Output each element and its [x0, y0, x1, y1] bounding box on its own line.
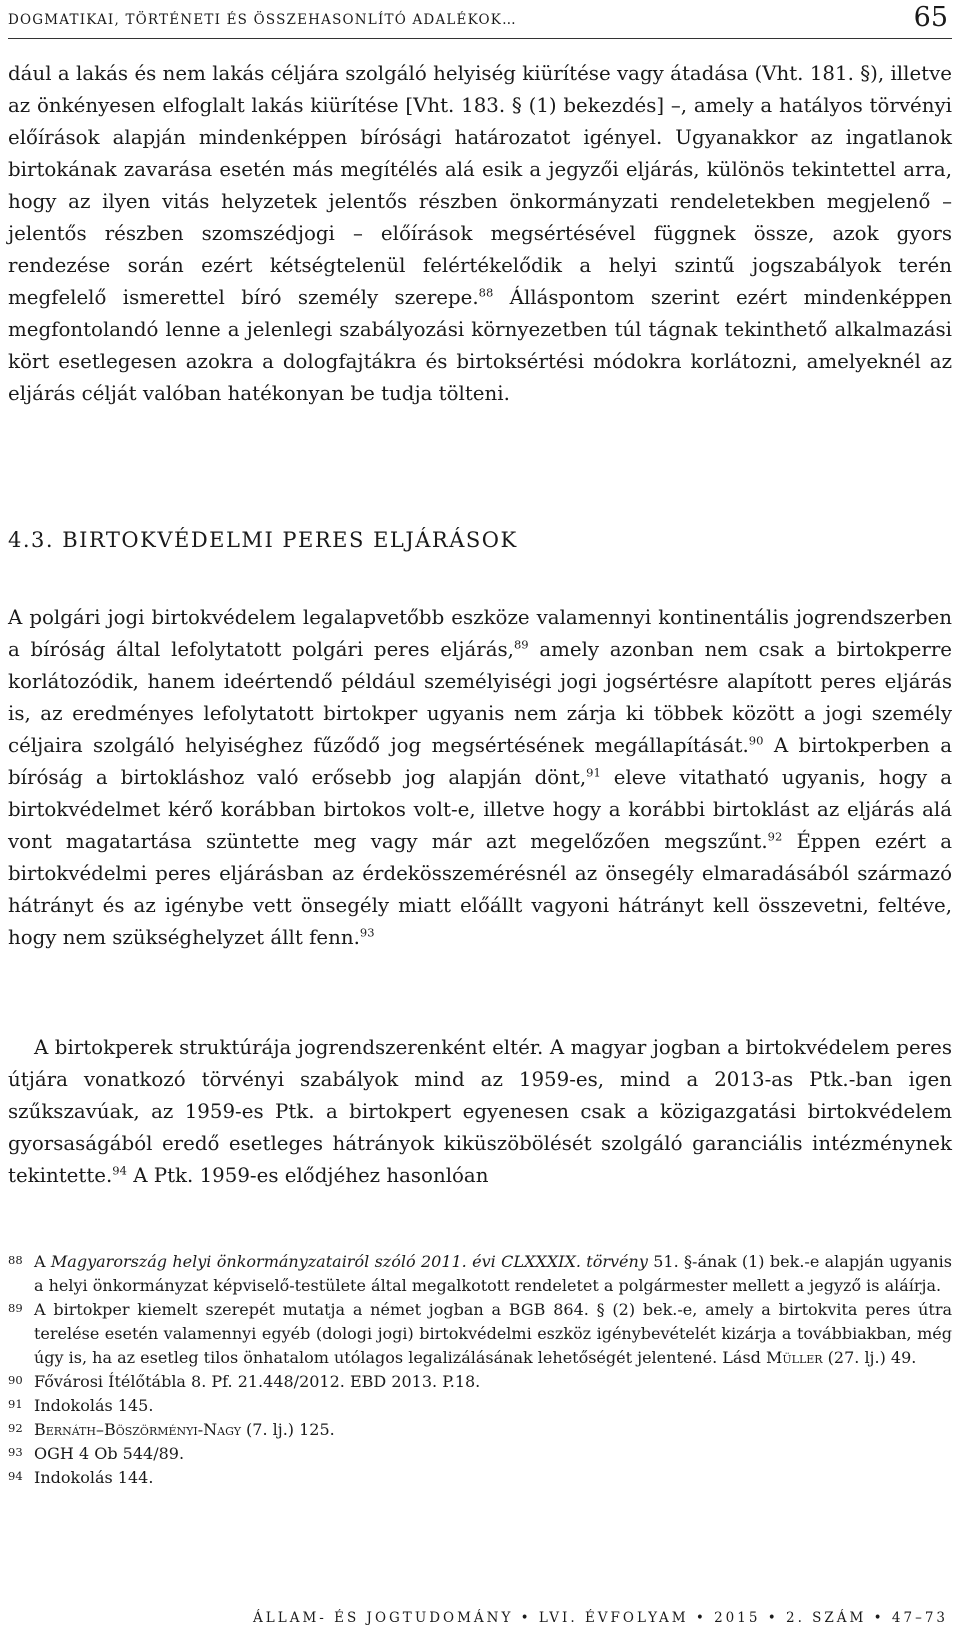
- footnotes: [8, 1250, 952, 1490]
- footnote-number: 94: [8, 1469, 23, 1483]
- footnote-number: 90: [8, 1373, 23, 1387]
- paragraph-2-text-3: A birtokperben a bíróság a birtokláshoz való erősebb jog alapján dönt,: [8, 734, 953, 789]
- footnote-text: OGH 4 Ob 544/89.: [34, 1444, 185, 1463]
- paragraph-3-text-2: A Ptk. 1959-es elődjéhez hasonlóan: [126, 1164, 489, 1187]
- footnote-94: [8, 1466, 952, 1490]
- footnote-text: A birtokper kiemelt szerepét mutatja a német jogban a BGB 864. § (2) bek.-e, amely a birtokvita peres útra terelése esetén valamennyi egyéb (dologi jogi) birtokvédelmi eszköz igénybevételét kizárja a továbbiakban, még úgy is, ha az esetleg tilos önhatalom utólagos legalizálásának lehetőségét jelentené. Lásd: [34, 1300, 952, 1367]
- paragraph-2-text-5: Éppen ezért a birtokvédelmi peres eljárásban az érdekösszemérésnél az önsegély elmaradásából származó hátrányt és az igénybe vett önsegély miatt előállt vagyoni hátrányt kell összevetni, feltéve, hogy nem szükséghelyzet állt fenn.: [8, 830, 953, 949]
- footnote-law-title: Magyarország helyi önkormányzatairól szóló 2011. évi CLXXXIX. törvény: [50, 1252, 648, 1271]
- footnote-author: Müller: [766, 1348, 823, 1367]
- page-number: 65: [913, 2, 948, 33]
- paragraph-2-text-4: eleve vitatható ugyanis, hogy a birtokvédelmet kérő korábban birtokos volt-e, illetve hogy a korábbi birtoklást az eljárás alá vont magatartása szüntette meg vagy már azt megelőzően megszűnt.: [8, 766, 952, 853]
- running-footer: [8, 1606, 952, 1630]
- footnote-text: Indokolás 145.: [34, 1396, 154, 1415]
- running-header: [8, 2, 952, 39]
- footnote-88: [8, 1250, 952, 1298]
- paragraph-1: [8, 58, 952, 410]
- paragraph-1-text-cont: Álláspontom szerint ezért mindenképpen megfontolandó lenne a jelenlegi szabályozási környezetben túl tágnak tekinthető alkalmazási kört esetlegesen azokra a dologfajtákra és birtoksértési módokra korlátozni, amelyeknél az eljárás célját valóban hatékonyan be tudja tölteni.: [8, 286, 952, 405]
- paragraph-2-text-2: amely azonban nem csak a birtokperre korlátozódik, hanem ideértendő például személyiségi jogi jogsértésre alapított peres eljárás is, az eredményes lefolytatott birtokper ugyanis nem zárja ki többek között a jogi személy céljaira szolgáló helyiséghez fűződő jog megsértésének megállapítását.: [8, 638, 952, 757]
- footnote-90: [8, 1370, 952, 1394]
- page: [8, 0, 952, 1639]
- footnote-93: [8, 1442, 952, 1466]
- section-heading: 4.3. BIRTOKVÉDELMI PERES ELJÁRÁSOK: [8, 528, 518, 552]
- paragraph-3-text: A birtokperek struktúrája jogrendszerenként eltér. A magyar jogban a birtokvédelem peres útjára vonatkozó törvényi szabályok mind az 1959-es, mind a 2013-as Ptk.-ban igen szűkszavúak, az 1959-es Ptk. a birtokpert egyenesen csak a közigazgatási birtokvédelem gyorsaságából eredő esetleges hátrányok kiküszöbölését szolgáló garanciális intézménynek tekintette.: [8, 1036, 952, 1187]
- footnote-number: 91: [8, 1397, 23, 1411]
- paragraph-3: [8, 1032, 952, 1192]
- footnote-ref-90[interactable]: 90: [748, 733, 764, 748]
- footnote-ref-94[interactable]: 94: [112, 1163, 127, 1178]
- footnote-number: 89: [8, 1301, 23, 1315]
- footnote-text-cont: (27. lj.) 49.: [822, 1348, 917, 1367]
- footnote-number: 92: [8, 1421, 23, 1435]
- footnote-author: Bernáth–Böszörményi-Nagy: [34, 1420, 241, 1439]
- footnote-ref-92[interactable]: 92: [767, 829, 783, 844]
- footnote-92: [8, 1418, 952, 1442]
- footnote-ref-88[interactable]: 88: [478, 285, 494, 300]
- footnote-89: [8, 1298, 952, 1370]
- footnote-text: Fővárosi Ítélőtábla 8. Pf. 21.448/2012. EBD 2013. P.18.: [34, 1372, 481, 1391]
- footnote-text-cont: 51. §-ának (1) bek.-e alapján ugyanis a helyi önkormányzat képviselő-testülete által megalkotott rendeletet a polgármester mellett a jegyző is aláírja.: [34, 1252, 953, 1295]
- footnote-number: 88: [8, 1253, 23, 1267]
- journal-citation: ÁLLAM- ÉS JOGTUDOMÁNY • LVI. ÉVFOLYAM • 2015 • 2. SZÁM • 47–73: [253, 1610, 948, 1626]
- paragraph-2: [8, 602, 952, 954]
- running-title: DOGMATIKAI, TÖRTÉNETI ÉS ÖSSZEHASONLÍTÓ ADALÉKOK…: [8, 12, 517, 28]
- footnote-ref-89[interactable]: 89: [513, 637, 529, 652]
- footnote-text: A: [34, 1252, 51, 1271]
- paragraph-1-text: dául a lakás és nem lakás céljára szolgáló helyiség kiürítése vagy átadása (Vht. 181. §), illetve az önkényesen elfoglalt lakás kiürítése [Vht. 183. § (1) bekezdés] –, amely a hatályos törvényi előírások alapján mindenképpen bírósági határozatot igényel. Ugyanakkor az ingatlanok birtokának zavarása esetén más megítélés alá esik a jegyzői eljárás, különös tekintettel arra, hogy az ilyen vitás helyzetek jelentős részben önkormányzati rendeletekben megjelenő – jelentős részben szomszédjogi – előírások megsértésével függnek össze, azok gyors rendezése során ezért kétségtelenül felértékelődik a helyi szintű jogszabályok terén megfelelő ismerettel bíró személy szerepe.: [8, 62, 952, 309]
- footnote-text-cont: (7. lj.) 125.: [240, 1420, 335, 1439]
- footnote-ref-91[interactable]: 91: [586, 765, 601, 780]
- footnote-text: Indokolás 144.: [34, 1468, 154, 1487]
- footnote-91: [8, 1394, 952, 1418]
- paragraph-2-text: A polgári jogi birtokvédelem legalapvetőbb eszköze valamennyi kontinentális jogrendszerben a bíróság által lefolytatott polgári peres eljárás,: [8, 606, 952, 661]
- footnote-ref-93[interactable]: 93: [359, 925, 375, 940]
- footnote-number: 93: [8, 1445, 23, 1459]
